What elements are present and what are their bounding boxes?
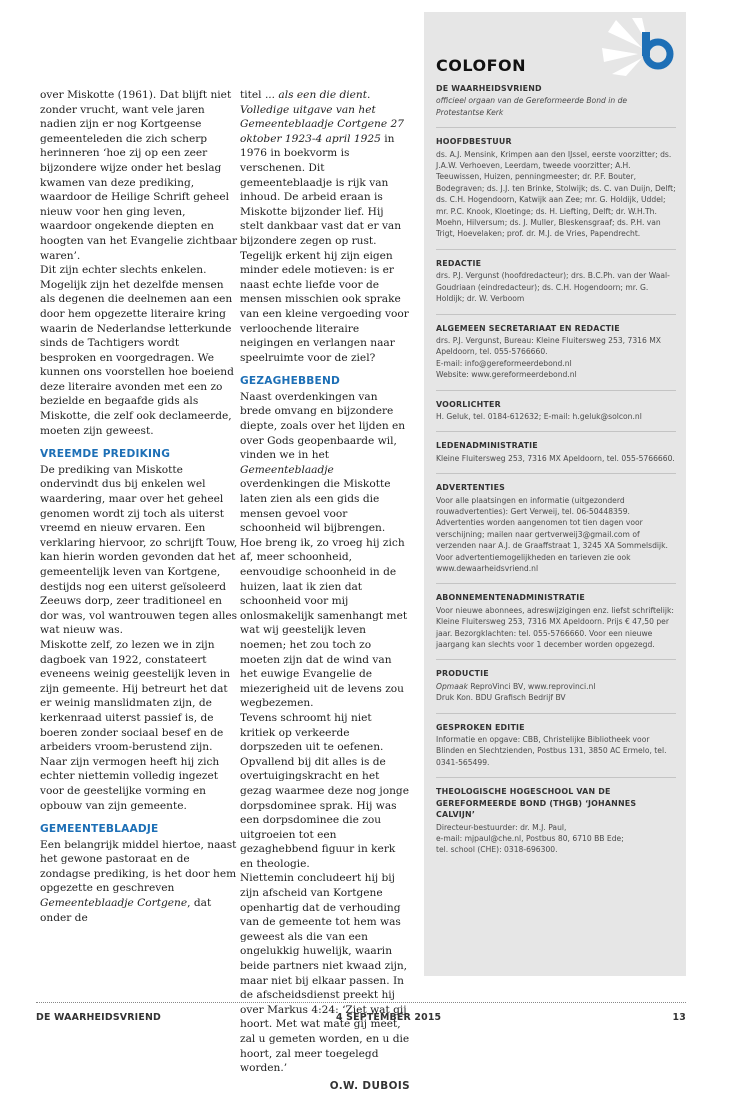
text-run: , dat onder de: [40, 897, 212, 924]
article-column-2: [240, 88, 410, 1093]
colofon-text: Druk Kon. BDU Grafisch Bedrijf BV: [436, 693, 566, 703]
colofon-text: Kleine Fluitersweg 253, 7316 MX Apeldoorn, tel. 055-5766660.: [436, 453, 675, 463]
italic-title: Gemeenteblaadje Cortgene: [40, 897, 188, 910]
colofon-text: [436, 681, 676, 692]
website-link[interactable]: Website: www.gereformeerdebond.nl: [436, 370, 577, 380]
divider: [436, 583, 676, 584]
divider: [436, 713, 676, 714]
paragraph: [240, 88, 410, 365]
publication-description: officieel orgaan van de Gereformeerde Bond in de Protestantse Kerk: [436, 96, 628, 117]
colofon-text: tel. school (CHE): 0318-696300.: [436, 845, 558, 855]
logo-ray-shape: [612, 58, 642, 76]
email-link[interactable]: E-mail: info@gereformeerdebond.nl: [436, 358, 572, 368]
colofon-heading: THEOLOGISCHE HOGESCHOOL VAN DE GEREFORMEERDE BOND (THGB) ‘JOHANNES CALVIJN’: [436, 787, 637, 820]
footer-date: 4 SEPTEMBER 2015: [336, 1012, 442, 1023]
footer-divider: [36, 1002, 686, 1003]
paragraph: Dit zijn echter slechts enkelen. Mogelijk zijn het dezelfde mensen als degenen die deelnemen aan een door hem opgezette literaire kring waarin de Nederlandse letterkunde sinds de Tachtigers wordt besproken en voorgedragen. We kunnen ons voorstellen hoe boeiend deze literaire avonden met een zo bezielde en begaafde gids als Miskotte, die zelf ook declameerde, moeten zijn geweest.: [40, 264, 234, 437]
text-run: ReproVinci BV, www.reprovinci.nl: [467, 681, 596, 691]
divider: [436, 473, 676, 474]
colofon-publication: [436, 83, 676, 856]
colofon-text: H. Geluk, tel. 0184-612632; E-mail: h.geluk@solcon.nl: [436, 411, 642, 421]
colofon-title: COLOFON: [436, 56, 526, 75]
colofon-text: drs. P.J. Vergunst (hoofdredacteur); drs. B.C.Ph. van der Waal-Goudriaan (eindredacteur); ds. C.H. Hogendoorn; mr. G. Holdijk; dr. W. Verboom: [436, 271, 670, 304]
colofon-text: ds. A.J. Mensink, Krimpen aan den IJssel, eerste voorzitter; ds. J.A.W. Verhoeven, Leerdam, tweede voorzitter; A.H. Teeuwissen, Huizen, penningmeester; dr. P.F. Bouter, Bodegraven; ds. J.J. ten Brinke, Stolwijk; ds. C. van Duijn, Delft; ds. C.H. Hogendoorn, Katwijk aan Zee; mr. G. Holdijk, Uddel; mr. P.C. Knook, Kloetinge; ds. H. Liefting, Delft; dr. W.H.Th. Moehn, Hilversum; ds. J. Muller, Bleskensgraaf; ds. P.H. van Trigt, Hoevelaken; prof. dr. M.J. de Vries, Papendrecht.: [436, 149, 676, 239]
colofon-text: Voor nieuwe abonnees, adreswijzigingen enz. liefst schriftelijk: Kleine Fluitersweg 253, 7316 MX Apeldoorn. Prijs € 47,50 per jaar. Bezorgklachten: tel. 055-5766660. Voor een nieuwe jaargang kan slechts voor 1 december worden opgezegd.: [436, 605, 674, 650]
text-run: titel: [240, 89, 265, 101]
text-run: in 1976 in boekvorm is verschenen. Dit gemeenteblaadje is rijk van inhoud. De arbeid eraan is Miskotte bijzonder lief. Hij stelt dankbaar vast dat er van bijzondere zegen op rust. Tegelijk erkent hij zijn eigen minder edele motieven: is er naast echte liefde voor de mensen misschien ook sprake van een kleine vergoeding voor verloochende literaire neigingen en verlangen naar speelruimte voor de ziel?: [240, 132, 409, 364]
opmaak-label: Opmaak: [436, 681, 468, 691]
colofon-heading: ADVERTENTIES: [436, 483, 506, 493]
gb-logo-icon: [602, 18, 678, 76]
colofon-heading: HOOFDBESTUUR: [436, 137, 512, 147]
paragraph: [40, 838, 238, 926]
article-column-1: [40, 88, 238, 925]
section-heading-gezaghebbend: GEZAGHEBBEND: [240, 375, 341, 388]
divider: [436, 431, 676, 432]
divider: [436, 659, 676, 660]
colofon-heading: REDACTIE: [436, 258, 482, 268]
paragraph: Tevens schroomt hij niet kritiek op verkeerde dorpszeden uit te oefenen. Opvallend bij dit alles is de overtuigingskracht en het gezag waarmee deze nog jonge dorpsdominee sprak. Hij was een dorpsdominee die zou uitgroeien tot een gezaghebbend figuur in kerk en theologie.: [240, 711, 409, 870]
section-heading-vreemde-prediking: VREEMDE PREDIKING: [40, 448, 171, 461]
author-byline: O.W. DUBOIS: [329, 1079, 410, 1092]
colofon-text: e-mail: mjpaul@che.nl, Postbus 80, 6710 BB Ede;: [436, 833, 624, 843]
colofon-heading: LEDENADMINISTRATIE: [436, 441, 538, 451]
text-run: Naast overdenkingen van brede omvang en bijzondere diepte, zoals over het lijden en over Gods geopenbaarde wil, vinden we in het: [240, 390, 406, 462]
colofon-heading: GESPROKEN EDITIE: [436, 722, 525, 732]
text-run: Een belangrijk middel hiertoe, naast het gewone pastoraat en de zondagse prediking, is het door hem opgezette en geschreven: [40, 838, 237, 895]
page-number: 13: [672, 1012, 686, 1023]
logo-ray-shape: [602, 48, 638, 62]
section-heading-gemeenteblaadje: GEMEENTEBLAADJE: [40, 823, 159, 836]
divider: [436, 777, 676, 778]
paragraph: Miskotte zelf, zo lezen we in zijn dagboek van 1922, constateert eveneens weinig geestelijk leven in zijn gemeente. Hij betreurt het dat er weinig manslidmaten zijn, de kerkenraad uiterst passief is, de boeren zonder sociaal besef en de arbeiders vroom-berustend zijn. Naar zijn vermogen heeft hij zich echter niettemin volledig ingezet voor de geestelijke vorming en opbouw van zijn gemeente.: [40, 638, 231, 812]
italic-title: ... als een die dient. Volledige uitgave van het Gemeenteblaadje Cortgene 27 oktober 1923-4 april 1925: [240, 89, 404, 145]
text-run: overdenkingen die Miskotte laten zien als een gids die mensen gevoel voor schoonheid wil bijbrengen. Hoe breng ik, zo vroeg hij zich af, meer schoonheid, eenvoudige schoonheid in de huizen, laat ik zien dat schoonheid voor mij onlosmakelijk samenhangt met wat wij geestelijk leven noemen; het zou toch zo moeten zijn dat de wind van het euwige Evangelie de miezerigheid uit de levens zou wegbezemen.: [240, 478, 408, 710]
paragraph: over Miskotte (1961). Dat blijft niet zonder vrucht, want vele jaren nadien zijn er nog Kortgeense gemeenteleden die zich scherp herinneren ‘hoe zij op een zeer bijzondere wijze onder het beslag kwamen van deze prediking, waardoor de Heilige Schrift geheel nieuw voor hen ging leven, waardoor ongekende diepten en hoogten van het Evangelie zichtbaar waren’.: [40, 89, 238, 262]
divider: [436, 127, 676, 128]
colofon-heading: ABONNEMENTENADMINISTRATIE: [436, 593, 585, 603]
paragraph: De prediking van Miskotte ondervindt dus bij enkelen wel waardering, maar over het geheel genomen wordt zij toch als uiterst vreemd en nieuw ervaren. Een verklaring hiervoor, zo schrijft Touw, kan hierin worden gevonden dat het gemeentelijk leven van Kortgene, destijds nog een uiterst geïsoleerd Zeeuws dorp, zeer traditioneel en dor was, vol wantrouwen tegen alles wat nieuw was.: [40, 463, 238, 637]
colofon-heading: ALGEMEEN SECRETARIAAT EN REDACTIE: [436, 323, 620, 333]
colofon-text: Informatie en opgave: CBB, Christelijke Bibliotheek voor Blinden en Slechtzienden, Postbus 131, 3850 AC Ermelo, tel. 0341-565499.: [436, 735, 667, 767]
footer-publication-name: DE WAARHEIDSVRIEND: [36, 1012, 161, 1023]
logo-bar-shape: [642, 32, 650, 56]
paragraph: Niettemin concludeert hij bij zijn afscheid van Kortgene openhartig dat de verhouding van de gemeente tot hem was geweest als die van een ongelukkig huwelijk, waarin beide partners niet kwaad zijn, maar niet bij elkaar passen. In de afscheidsdienst preekt hij over Markus 4:24: ‘Ziet wat gij hoort. Met wat mate gij meet, zal u gemeten worden, en u die hoort, zal meer toegelegd worden.’: [240, 872, 410, 1075]
divider: [436, 314, 676, 315]
publication-name: DE WAARHEIDSVRIEND: [436, 84, 542, 93]
colofon-heading: PRODUCTIE: [436, 669, 489, 679]
colofon-text: Directeur-bestuurder: dr. M.J. Paul,: [436, 822, 567, 832]
colofon-box: [424, 12, 686, 976]
divider: [436, 249, 676, 250]
divider: [436, 390, 676, 391]
colofon-text: Voor alle plaatsingen en informatie (uitgezonderd rouwadvertenties): Gert Verweij, tel. 06-50448359. Advertenties worden aangenomen tot tien dagen voor verschijning; mailen naar gertverweij3@gmail.com of verzenden naar A.J. de Graaffstraat 1, 3245 XA Sommelsdijk. Voor advertentiemogelijkheden en tarieven zie ook www.dewaarheidsvriend.nl: [436, 495, 668, 573]
colofon-heading: VOORLICHTER: [436, 399, 501, 409]
paragraph: [240, 390, 410, 711]
colofon-text: drs. P.J. Vergunst, Bureau: Kleine Fluitersweg 253, 7316 MX Apeldoorn, tel. 055-5766660.: [436, 335, 661, 357]
page-footer: [36, 1012, 686, 1026]
italic-title: Gemeenteblaadje: [240, 463, 334, 476]
